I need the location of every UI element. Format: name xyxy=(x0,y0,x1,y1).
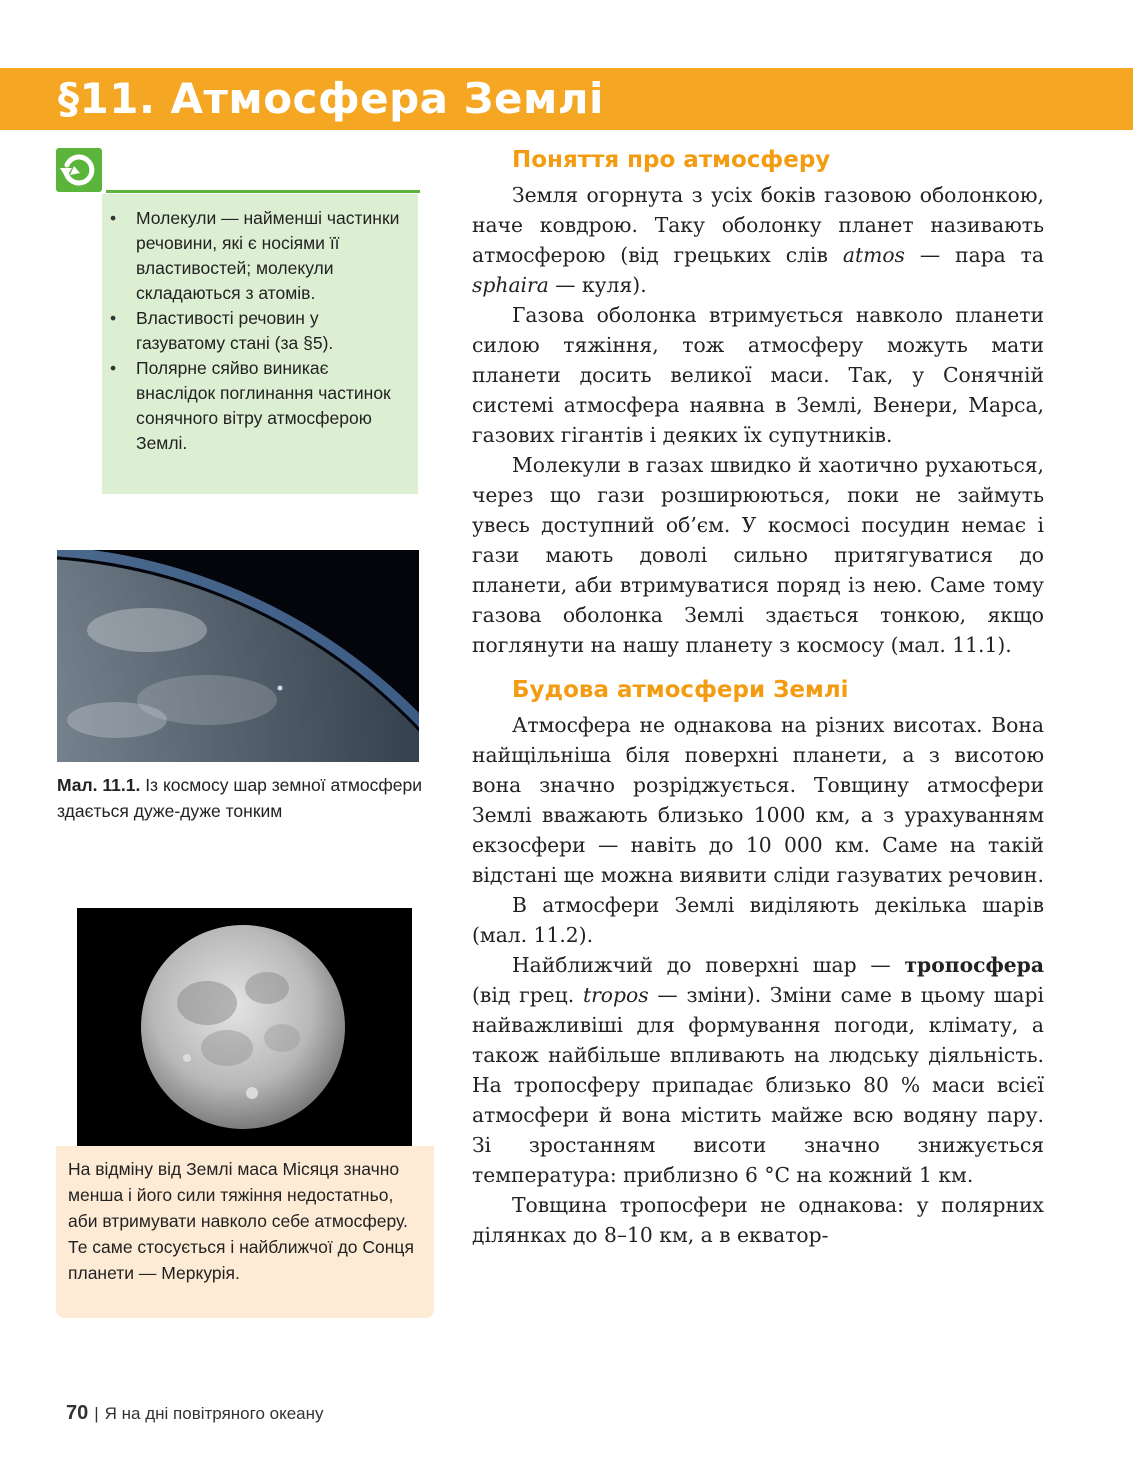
figure-caption-text: Із космосу шар земної атмосфери здається дуже-дуже тонким xyxy=(57,775,422,821)
footer-separator: | xyxy=(94,1404,99,1423)
earth-from-space-photo xyxy=(57,550,419,762)
recall-divider xyxy=(106,190,420,193)
recall-item: • Властивості речовин у газуватому стані (за §5). xyxy=(136,306,402,356)
moon-note-text: На відміну від Землі маса Місяця значно менша і його сили тяжіння недостатньо, аби втримувати навколо себе атмосферу. Те саме стосується і найближчої до Сонця планети — Меркурія. xyxy=(68,1159,414,1283)
moon-photo xyxy=(77,908,412,1146)
page-footer xyxy=(66,1400,324,1427)
paragraph: Товщина тропосфери не однакова: у полярних ділянках до 8–10 км, а в екватор- xyxy=(472,1193,1044,1247)
recall-box xyxy=(102,194,418,494)
term-troposphere: тропосфера xyxy=(904,953,1044,977)
recall-list xyxy=(102,194,418,456)
figure-label: Мал. 11.1. xyxy=(57,775,141,795)
paragraph: Найближчий до поверхні шар — тропосфера (від грец. tropos — зміни). Зміни саме в цьому шарі найважливіші для формування погоди, клімату, а також найбільше впливають на людську діяльність. На тропосферу припадає близько 80 % маси всієї атмосфери й вона містить майже всю водяну пару. Зі зростанням висоти значно знижується температура: приблизно 6 °С на кожний 1 км. xyxy=(472,953,1044,1187)
paragraph: Земля огорнута з усіх боків газовою оболонкою, наче ковдрою. Таку оболонку планет називають атмосферою (від грецьких слів atmos — пара та sphaira — куля). xyxy=(472,183,1044,297)
page-title: §11. Атмосфера Землі xyxy=(58,74,604,123)
section-heading-atmosphere-concept: Поняття про атмосферу xyxy=(512,147,831,173)
moon-note-box xyxy=(56,1146,434,1318)
main-text-column xyxy=(472,140,1044,1250)
recall-item: • Полярне сяйво виникає внаслідок поглинання частинок сонячного вітру атмосферою Землі. xyxy=(136,356,402,456)
recall-arrow-icon xyxy=(56,148,102,192)
section-heading-atmosphere-structure: Будова атмосфери Землі xyxy=(512,677,849,703)
figure-caption xyxy=(57,772,427,824)
chapter-title: Я на дні повітряного океану xyxy=(104,1404,324,1423)
title-bar xyxy=(0,68,1133,130)
paragraph: В атмосфери Землі виділяють декілька шарів (мал. 11.2). xyxy=(472,893,1044,947)
page-number: 70 xyxy=(66,1402,89,1424)
paragraph: Газова оболонка втримується навколо планети силою тяжіння, тож атмосферу можуть мати планети досить великої маси. Так, у Сонячній системі атмосфера наявна в Землі, Венери, Марса, газових гігантів і деяких їх супутників. xyxy=(472,303,1044,447)
paragraph: Молекули в газах швидко й хаотично рухаються, через що гази розширюються, поки не займуть увесь доступний об’єм. У космосі посудин немає і гази мають доволі сильно притягуватися до планети, аби втримуватися поряд із нею. Саме тому газова оболонка Землі здається тонкою, якщо поглянути на нашу планету з космосу (мал. 11.1). xyxy=(472,453,1044,657)
paragraph: Атмосфера не однакова на різних висотах. Вона найщільніша біля поверхні планети, а з висотою вона значно розріджується. Товщину атмосфери Землі вважають близько 1000 км, а з урахуванням екзосфери — навіть до 10 000 км. Саме на такій відстані ще можна виявити сліди газуватих речовин. xyxy=(472,713,1044,887)
recall-item: • Молекули — найменші частинки речовини, які є носіями її властивостей; молекули складаються з атомів. xyxy=(136,206,402,306)
